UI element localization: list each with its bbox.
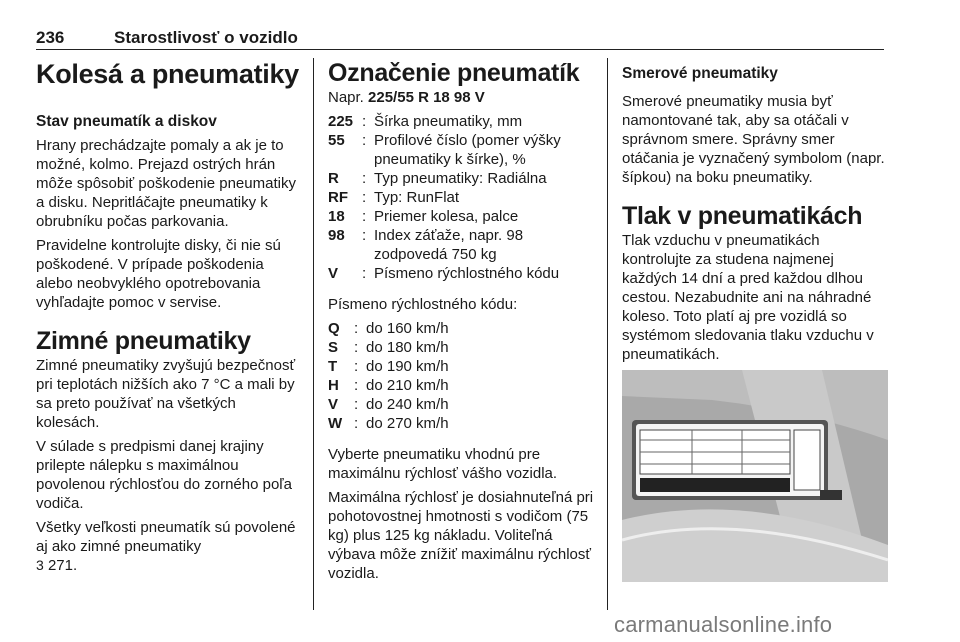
- column-middle: [328, 58, 596, 588]
- paragraph: Tlak vzduchu v pneumatikách kontrolujte za studena najmenej každých 14 dní a pred každou dlhou cestou. Nezabudnite ani na náhradné koleso. Toto platí aj pre vozidlá so systémom sledovania tlaku vzduchu v pneumatikách.: [622, 232, 874, 363]
- code-key: T: [328, 358, 338, 375]
- code-value: do 180 km/h: [366, 339, 449, 356]
- chapter-title: Starostlivosť o vozidlo: [114, 28, 298, 47]
- separator: :: [362, 189, 367, 206]
- code-key: V: [328, 265, 339, 282]
- separator: :: [354, 320, 359, 337]
- code-key: R: [328, 170, 339, 187]
- page-header: [36, 28, 884, 50]
- code-value: do 160 km/h: [366, 320, 449, 337]
- page-reference[interactable]: 271.: [47, 557, 78, 574]
- section-title: Kolesá a pneumatiky: [36, 59, 299, 89]
- code-key: 98: [328, 227, 345, 244]
- door-pillar-illustration: [622, 370, 888, 582]
- code-key: V: [328, 396, 339, 413]
- example-line: [328, 88, 596, 107]
- paragraph: Maximálna rýchlosť je dosiahnuteľná pri pohotovostnej hmotnosti s vodičom (75 kg) plus 125 kg nákladu. Voliteľná výbava môže znížiť maximálnu rýchlosť vozidla.: [328, 489, 594, 582]
- tire-code-table: [328, 112, 596, 283]
- table-row: [328, 395, 596, 414]
- code-value: do 190 km/h: [366, 358, 449, 375]
- table-row: [328, 414, 596, 433]
- column-divider: [607, 58, 608, 610]
- paragraph: Vyberte pneumatiku vhodnú pre maximálnu rýchlosť vášho vozidla.: [328, 446, 558, 482]
- example-code: 225/55 R 18 98 V: [368, 89, 485, 106]
- example-prefix: Napr.: [328, 89, 364, 106]
- tire-pressure-label-photo: [622, 370, 888, 582]
- paragraph: Smerové pneumatiky musia byť namontované tak, aby sa otáčali v správnom smere. Správny smer otáčania je vyznačený symbolom (napr. šípkou) na boku pneumatiky.: [622, 93, 885, 186]
- table-row: [328, 264, 596, 283]
- speed-intro: Písmeno rýchlostného kódu:: [328, 296, 518, 313]
- code-key: RF: [328, 189, 348, 206]
- column-divider: [313, 58, 314, 610]
- separator: :: [354, 339, 359, 356]
- separator: :: [354, 377, 359, 394]
- watermark: carmanualsonline.info: [614, 612, 833, 637]
- column-left: [36, 58, 302, 580]
- heading-directional-tires: Smerové pneumatiky: [622, 65, 778, 82]
- paragraph: Pravidelne kontrolujte disky, či nie sú poškodené. V prípade poškodenia alebo neobvyklého opotrebovania vyhľadajte pomoc v servise.: [36, 237, 281, 311]
- separator: :: [354, 358, 359, 375]
- paragraph: V súlade s predpismi danej krajiny prilepte nálepku s maximálnou povolenou rýchlosťou do zorného poľa vodiča.: [36, 438, 293, 512]
- code-value: Index záťaže, napr. 98 zodpovedá 750 kg: [374, 227, 524, 263]
- heading-tire-condition: Stav pneumatík a diskov: [36, 113, 217, 130]
- separator: :: [362, 170, 367, 187]
- separator: :: [362, 132, 367, 149]
- page-number: 236: [36, 28, 65, 47]
- table-row: [328, 226, 596, 264]
- paragraph-text: Všetky veľkosti pneumatík sú povolené aj ako zimné pneumatiky: [36, 519, 296, 555]
- speed-code-table: [328, 319, 596, 433]
- page-reference-icon[interactable]: 3: [36, 557, 44, 573]
- table-row: [328, 207, 596, 226]
- code-key: S: [328, 339, 339, 356]
- table-row: [328, 338, 596, 357]
- table-row: [328, 188, 596, 207]
- code-value: Typ pneumatiky: Radiálna: [374, 170, 547, 187]
- heading-tire-pressure: Tlak v pneumatikách: [622, 202, 863, 230]
- code-value: Písmeno rýchlostného kódu: [374, 265, 560, 282]
- code-key: H: [328, 377, 339, 394]
- table-row: [328, 319, 596, 338]
- code-value: do 210 km/h: [366, 377, 449, 394]
- code-value: do 270 km/h: [366, 415, 449, 432]
- separator: :: [362, 265, 367, 282]
- table-row: [328, 169, 596, 188]
- paragraph: [36, 518, 302, 575]
- table-row: [328, 376, 596, 395]
- table-row: [328, 357, 596, 376]
- separator: :: [354, 396, 359, 413]
- code-value: do 240 km/h: [366, 396, 449, 413]
- code-key: 18: [328, 208, 345, 225]
- code-key: 55: [328, 132, 345, 149]
- code-value: Šírka pneumatiky, mm: [374, 113, 523, 130]
- code-value: Priemer kolesa, palce: [374, 208, 519, 225]
- code-key: 225: [328, 113, 354, 130]
- code-key: Q: [328, 320, 340, 337]
- table-row: [328, 131, 596, 169]
- paragraph: Hrany prechádzajte pomaly a ak je to možné, kolmo. Prejazd ostrých hrán môže spôsobiť poškodenie pneumatiky a disku. Nepritláčajte pneumatiky k obrubníku počas parkovania.: [36, 137, 296, 230]
- heading-winter-tires: Zimné pneumatiky: [36, 327, 251, 355]
- column-right: [622, 58, 888, 369]
- separator: :: [362, 227, 367, 244]
- code-key: W: [328, 415, 343, 432]
- separator: :: [354, 415, 359, 432]
- paragraph: Zimné pneumatiky zvyšujú bezpečnosť pri teplotách nižších ako 7 °C a mali by sa preto používať na všetkých kolesách.: [36, 357, 296, 431]
- code-value: Typ: RunFlat: [374, 189, 460, 206]
- table-row: [328, 112, 596, 131]
- code-value: Profilové číslo (pomer výšky pneumatiky k šírke), %: [374, 132, 561, 168]
- separator: :: [362, 113, 367, 130]
- heading-tire-designation: Označenie pneumatík: [328, 59, 580, 87]
- separator: :: [362, 208, 367, 225]
